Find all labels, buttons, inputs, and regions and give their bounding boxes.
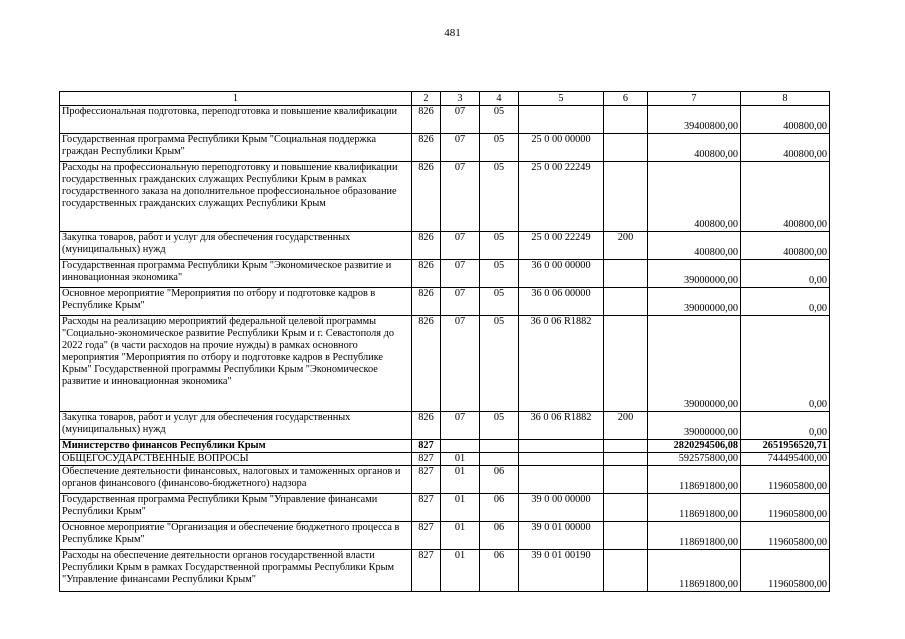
- row-section-code: 01: [441, 466, 480, 494]
- row-amount-year-1: 2820294506,08: [648, 440, 741, 453]
- table-row: [60, 494, 830, 522]
- header-col-6: 6: [604, 92, 648, 106]
- row-expense-type: [604, 288, 648, 316]
- row-target-article: 39 0 01 00190: [519, 550, 604, 592]
- row-admin-code: 826: [412, 288, 441, 316]
- row-expense-type: [604, 162, 648, 232]
- table-row: [60, 260, 830, 288]
- header-col-2: 2: [412, 92, 441, 106]
- header-row: [60, 92, 830, 106]
- row-target-article: 25 0 00 22249: [519, 162, 604, 232]
- row-name: Закупка товаров, работ и услуг для обеспечения государственных (муниципальных) нужд: [60, 232, 412, 260]
- row-subsection-code: 05: [480, 288, 519, 316]
- row-name: Обеспечение деятельности финансовых, налоговых и таможенных органов и органов финансового (финансово-бюджетного) надзора: [60, 466, 412, 494]
- row-subsection-code: [480, 453, 519, 466]
- budget-table-body: [60, 92, 830, 592]
- row-target-article: 36 0 06 00000: [519, 288, 604, 316]
- table-row: [60, 440, 830, 453]
- row-section-code: 07: [441, 162, 480, 232]
- row-admin-code: 826: [412, 232, 441, 260]
- row-admin-code: 826: [412, 412, 441, 440]
- row-admin-code: 827: [412, 494, 441, 522]
- row-name: Основное мероприятие "Мероприятия по отбору и подготовке кадров в Республике Крым": [60, 288, 412, 316]
- row-target-article: 25 0 00 00000: [519, 134, 604, 162]
- row-expense-type: [604, 316, 648, 412]
- row-amount-year-1: 39000000,00: [648, 316, 741, 412]
- row-amount-year-1: 400800,00: [648, 162, 741, 232]
- row-subsection-code: 05: [480, 412, 519, 440]
- row-amount-year-1: 592575800,00: [648, 453, 741, 466]
- row-expense-type: 200: [604, 232, 648, 260]
- row-expense-type: 200: [604, 412, 648, 440]
- table-row: [60, 453, 830, 466]
- row-amount-year-1: 118691800,00: [648, 466, 741, 494]
- row-section-code: 07: [441, 260, 480, 288]
- row-subsection-code: 05: [480, 232, 519, 260]
- row-amount-year-2: 119605800,00: [741, 494, 830, 522]
- row-amount-year-2: 119605800,00: [741, 522, 830, 550]
- row-amount-year-2: 0,00: [741, 412, 830, 440]
- row-name: Министерство финансов Республики Крым: [60, 440, 412, 453]
- row-admin-code: 826: [412, 134, 441, 162]
- row-amount-year-1: 400800,00: [648, 232, 741, 260]
- row-expense-type: [604, 466, 648, 494]
- row-expense-type: [604, 522, 648, 550]
- row-amount-year-2: 0,00: [741, 260, 830, 288]
- row-subsection-code: 06: [480, 522, 519, 550]
- row-section-code: 07: [441, 316, 480, 412]
- row-target-article: 39 0 01 00000: [519, 522, 604, 550]
- row-subsection-code: 05: [480, 260, 519, 288]
- row-amount-year-2: 0,00: [741, 316, 830, 412]
- row-subsection-code: 05: [480, 134, 519, 162]
- header-col-4: 4: [480, 92, 519, 106]
- row-expense-type: [604, 260, 648, 288]
- table-row: [60, 288, 830, 316]
- header-col-3: 3: [441, 92, 480, 106]
- row-admin-code: 827: [412, 550, 441, 592]
- row-amount-year-1: 118691800,00: [648, 522, 741, 550]
- row-amount-year-1: 39000000,00: [648, 288, 741, 316]
- table-row: [60, 106, 830, 134]
- table-row: [60, 522, 830, 550]
- table-row: [60, 316, 830, 412]
- row-admin-code: 826: [412, 162, 441, 232]
- row-name: Закупка товаров, работ и услуг для обеспечения государственных (муниципальных) нужд: [60, 412, 412, 440]
- row-target-article: [519, 453, 604, 466]
- row-target-article: 25 0 00 22249: [519, 232, 604, 260]
- table-row: [60, 162, 830, 232]
- row-target-article: 39 0 00 00000: [519, 494, 604, 522]
- row-amount-year-2: 0,00: [741, 288, 830, 316]
- page-number: 481: [444, 27, 461, 39]
- row-name: Основное мероприятие "Организация и обеспечение бюджетного процесса в Республике Крым": [60, 522, 412, 550]
- row-name: Расходы на реализацию мероприятий федеральной целевой программы "Социально-экономическое развитие Республики Крым и г. Севастополя до 2022 года" (в части расходов на прочие нужды) в рамках основного мероприятия "Мероприятия по отбору и подготовке кадров в Республике Крым" Государственной программы Республики Крым "Экономическое развитие и инновационная экономика": [60, 316, 412, 412]
- row-admin-code: 826: [412, 260, 441, 288]
- header-col-7: 7: [648, 92, 741, 106]
- row-target-article: 36 0 06 R1882: [519, 316, 604, 412]
- budget-table: [59, 91, 830, 592]
- row-amount-year-1: 400800,00: [648, 134, 741, 162]
- row-amount-year-2: 119605800,00: [741, 550, 830, 592]
- row-expense-type: [604, 106, 648, 134]
- row-subsection-code: 06: [480, 494, 519, 522]
- row-expense-type: [604, 440, 648, 453]
- row-section-code: 07: [441, 134, 480, 162]
- row-section-code: 01: [441, 494, 480, 522]
- row-name: Государственная программа Республики Крым "Экономическое развитие и инновационная экономика": [60, 260, 412, 288]
- row-admin-code: 827: [412, 453, 441, 466]
- row-admin-code: 827: [412, 466, 441, 494]
- row-amount-year-1: 39400800,00: [648, 106, 741, 134]
- table-row: [60, 550, 830, 592]
- row-section-code: [441, 440, 480, 453]
- table-row: [60, 134, 830, 162]
- row-name: Государственная программа Республики Крым "Социальная поддержка граждан Республики Крым": [60, 134, 412, 162]
- row-subsection-code: 05: [480, 106, 519, 134]
- row-section-code: 07: [441, 232, 480, 260]
- row-subsection-code: 05: [480, 162, 519, 232]
- row-target-article: [519, 106, 604, 134]
- row-subsection-code: 06: [480, 466, 519, 494]
- header-col-8: 8: [741, 92, 830, 106]
- row-target-article: [519, 440, 604, 453]
- row-admin-code: 826: [412, 106, 441, 134]
- row-admin-code: 826: [412, 316, 441, 412]
- row-expense-type: [604, 453, 648, 466]
- row-section-code: 07: [441, 106, 480, 134]
- row-subsection-code: 06: [480, 550, 519, 592]
- row-admin-code: 827: [412, 522, 441, 550]
- row-section-code: 07: [441, 288, 480, 316]
- row-name: ОБЩЕГОСУДАРСТВЕННЫЕ ВОПРОСЫ: [60, 453, 412, 466]
- row-amount-year-2: 119605800,00: [741, 466, 830, 494]
- row-target-article: [519, 466, 604, 494]
- header-col-5: 5: [519, 92, 604, 106]
- table-row: [60, 412, 830, 440]
- row-section-code: 01: [441, 522, 480, 550]
- row-name: Государственная программа Республики Крым "Управление финансами Республики Крым": [60, 494, 412, 522]
- row-name: Расходы на обеспечение деятельности органов государственной власти Республики Крым в рамках Государственной программы Республики Крым "Управление финансами Республики Крым": [60, 550, 412, 592]
- row-name: Расходы на профессиональную переподготовку и повышение квалификации государственных гражданских служащих Республики Крым в рамках государственного заказа на дополнительное профессиональное образование государственных гражданских служащих Республики Крым: [60, 162, 412, 232]
- row-amount-year-1: 118691800,00: [648, 550, 741, 592]
- row-amount-year-2: 400800,00: [741, 162, 830, 232]
- row-subsection-code: [480, 440, 519, 453]
- header-col-1: 1: [60, 92, 412, 106]
- row-section-code: 07: [441, 412, 480, 440]
- row-section-code: 01: [441, 550, 480, 592]
- row-amount-year-1: 118691800,00: [648, 494, 741, 522]
- row-amount-year-1: 39000000,00: [648, 412, 741, 440]
- row-amount-year-1: 39000000,00: [648, 260, 741, 288]
- row-amount-year-2: 2651956520,71: [741, 440, 830, 453]
- row-amount-year-2: 400800,00: [741, 134, 830, 162]
- row-admin-code: 827: [412, 440, 441, 453]
- row-amount-year-2: 400800,00: [741, 106, 830, 134]
- row-expense-type: [604, 550, 648, 592]
- row-section-code: 01: [441, 453, 480, 466]
- row-amount-year-2: 400800,00: [741, 232, 830, 260]
- row-target-article: 36 0 06 R1882: [519, 412, 604, 440]
- row-expense-type: [604, 134, 648, 162]
- row-expense-type: [604, 494, 648, 522]
- row-subsection-code: 05: [480, 316, 519, 412]
- row-target-article: 36 0 00 00000: [519, 260, 604, 288]
- table-row: [60, 466, 830, 494]
- table-row: [60, 232, 830, 260]
- row-name: Профессиональная подготовка, переподготовка и повышение квалификации: [60, 106, 412, 134]
- row-amount-year-2: 744495400,00: [741, 453, 830, 466]
